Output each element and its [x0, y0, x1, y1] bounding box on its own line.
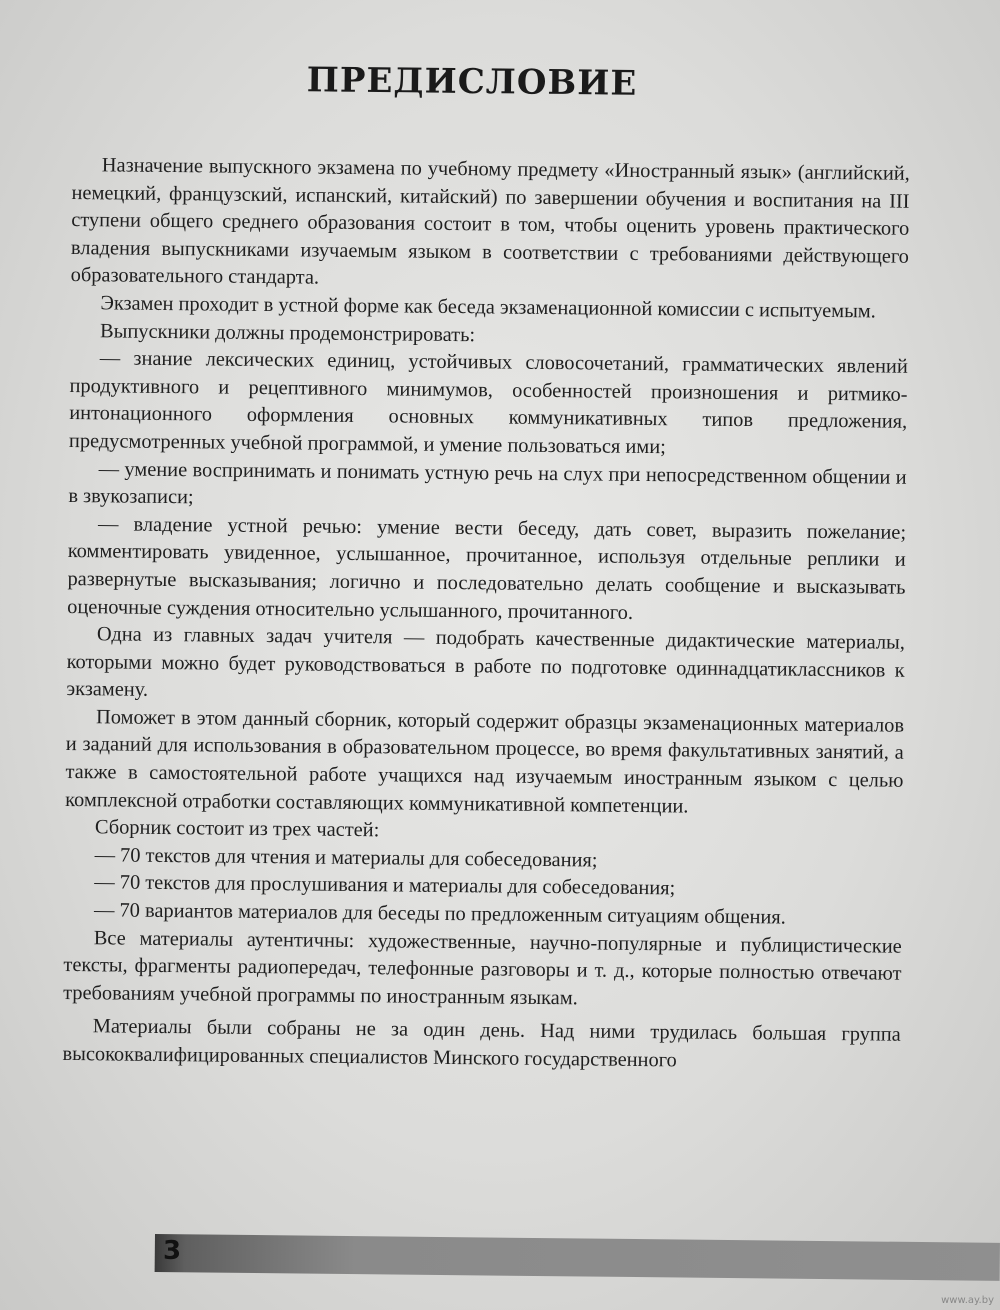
paragraph: Сборник состоит из трех частей:: [94, 816, 380, 842]
paragraph: Материалы были собраны не за один день. Над ними трудилась большая группа высококвалифицированных специалистов Минского государственного: [62, 1015, 901, 1072]
footer-bar: [155, 1234, 1000, 1281]
page-number: 3: [163, 1236, 182, 1266]
list-item: — знание лексических единиц, устойчивых словосочетаний, грамматических явлений продуктивного и рецептивного минимумов, особенностей произношения и ритмико-интонационного оформления основных коммуникативных типов предложения, предусмотренных учебной программой, и умение пользоваться ими;: [68, 347, 908, 459]
list-item: — умение воспринимать и понимать устную речь на слух при непосредственном общении и в звукозаписи;: [68, 457, 907, 509]
list-item: — 70 вариантов материалов для беседы по предложенным ситуациям общения.: [93, 899, 786, 929]
paragraph: Все материалы аутентичны: художественные, научно-популярные и публицистические тексты, фрагменты радиопередач, телефонные разговоры и т. д., которые полностью отвечают требованиям учебной программы по иностранным языкам.: [63, 926, 902, 1010]
paragraph: Поможет в этом данный сборник, который содержит образцы экзаменационных материалов и заданий для использования в образовательном процессе, во время факультативных занятий, а также в самостоятельной работе учащихся над изучаемым иностранным языком с целью комплексной отработки составляющих коммуникативной компетенции.: [65, 706, 905, 818]
list-item: — 70 текстов для прослушивания и материалы для собеседования;: [94, 871, 676, 900]
list-item: — 70 текстов для чтения и материалы для собеседования;: [94, 844, 598, 872]
paragraph: Назначение выпускного экзамена по учебному предмету «Иностранный язык» (английский, немецкий, французский, испанский, китайский) по завершении обучения и воспитания на III ступени общего среднего образования состоит в том, чтобы оценить уровень практического владения выпускниками изучаемым языком в соответствии с требованиями действующего образовательного стандарта.: [70, 154, 910, 289]
paragraph: Одна из главных задач учителя — подобрать качественные дидактические материалы, которыми можно будет руководствоваться в работе по подготовке одиннадцатиклассников к экзамену.: [66, 623, 906, 702]
paragraph: Экзамен проходит в устной форме как беседа экзаменационной комиссии с испытуемым.: [100, 292, 876, 323]
page-title: ПРЕДИСЛОВИЕ: [306, 60, 638, 104]
watermark: www.ay.by: [941, 1295, 994, 1306]
paragraph: Выпускники должны продемонстрировать:: [100, 319, 476, 346]
list-item: — владение устной речью: умение вести беседу, дать совет, выразить пожелание; комментировать увиденное, услышанное, прочитанное, используя отдельные реплики и развернутые высказывания; логично и последовательно делать сообщение и высказывать оценочные суждения относительно услышанного, прочитанного.: [67, 513, 907, 624]
body-text: [62, 152, 910, 1077]
